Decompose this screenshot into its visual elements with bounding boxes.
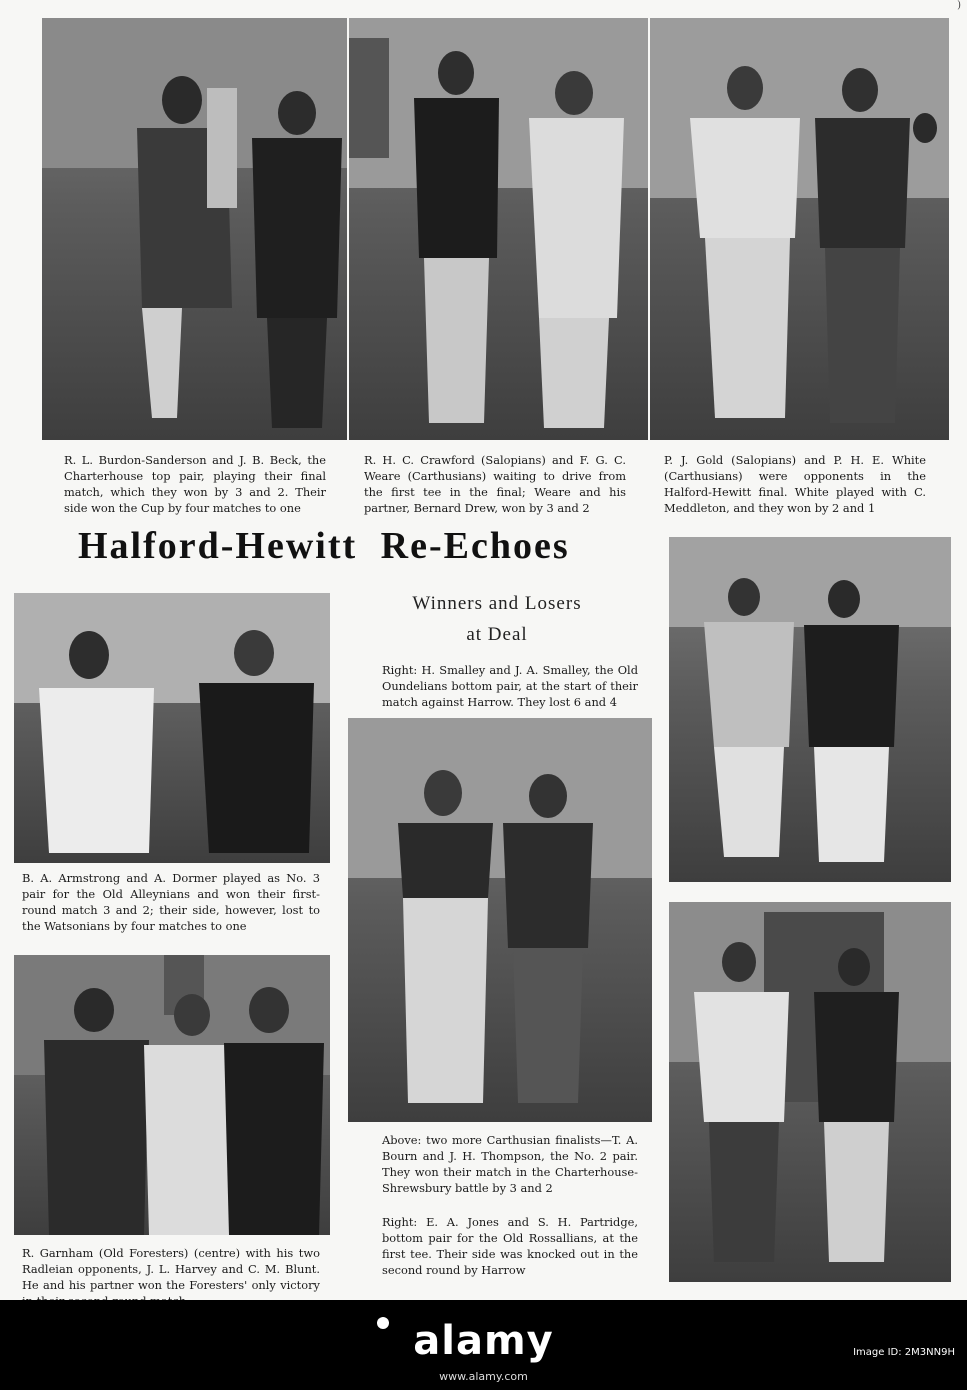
photo-burdon-sanderson-beck xyxy=(42,18,347,440)
subtitle-line-1: Winners and Losers xyxy=(412,593,582,614)
photo-bourn-thompson xyxy=(348,718,652,1122)
photo-jones-partridge xyxy=(669,902,951,1282)
photo-smalley xyxy=(669,537,951,882)
caption-burdon-sanderson-beck: R. L. Burdon-Sanderson and J. B. Beck, the Charterhouse top pair, playing their final match, which they won by 3 and 2. Their side won the Cup by four matches to one xyxy=(64,453,326,515)
image-id-label: Image ID: 2M3NN9H xyxy=(853,1347,955,1358)
photo-armstrong-dormer xyxy=(14,593,330,863)
photo-crawford-weare xyxy=(349,18,648,440)
page-title: Halford-Hewitt Re-Echoes xyxy=(78,525,570,567)
photo-gold-white xyxy=(650,18,949,440)
caption-bourn-thompson: Above: two more Carthusian finalists—T. A. Bourn and J. H. Thompson, the No. 2 pair. They won their match in the Charterhouse-Shrewsbury battle by 3 and 2 xyxy=(382,1133,638,1195)
caption-armstrong-dormer: B. A. Armstrong and A. Dormer played as No. 3 pair for the Old Alleynians and won their first-round match 3 and 2; their side, however, lost to the Watsonians by four matches to one xyxy=(22,871,320,933)
photo-garnham-harvey-blunt xyxy=(14,955,330,1235)
caption-gold-white: P. J. Gold (Salopians) and P. H. E. White (Carthusians) were opponents in the Halford-Hewitt final. White played with C. Meddleton, and they won by 2 and 1 xyxy=(664,453,926,515)
subtitle-line-2: at Deal xyxy=(466,624,528,645)
caption-smalley: Right: H. Smalley and J. A. Smalley, the Old Oundelians bottom pair, at the start of their match against Harrow. They lost 6 and 4 xyxy=(382,663,638,709)
watermark-logo: alamy xyxy=(413,1318,554,1364)
caption-garnham: R. Garnham (Old Foresters) (centre) with his two Radleian opponents, J. L. Harvey and C. M. Blunt. He and his partner won the Foresters' only victory xyxy=(22,1246,320,1292)
page-corner-mark: ) xyxy=(957,0,961,11)
caption-crawford-weare: R. H. C. Crawford (Salopians) and F. G. C. Weare (Carthusians) waiting to drive from the first tee in the final; Weare and his partner, Bernard Drew, won by 3 and 2 xyxy=(364,453,626,515)
watermark-site: www.alamy.com xyxy=(439,1370,528,1383)
caption-jones-partridge: Right: E. A. Jones and S. H. Partridge, bottom pair for the Old Rossallians, at the first tee. Their side was knocked out in the second round by Harrow xyxy=(382,1215,638,1277)
